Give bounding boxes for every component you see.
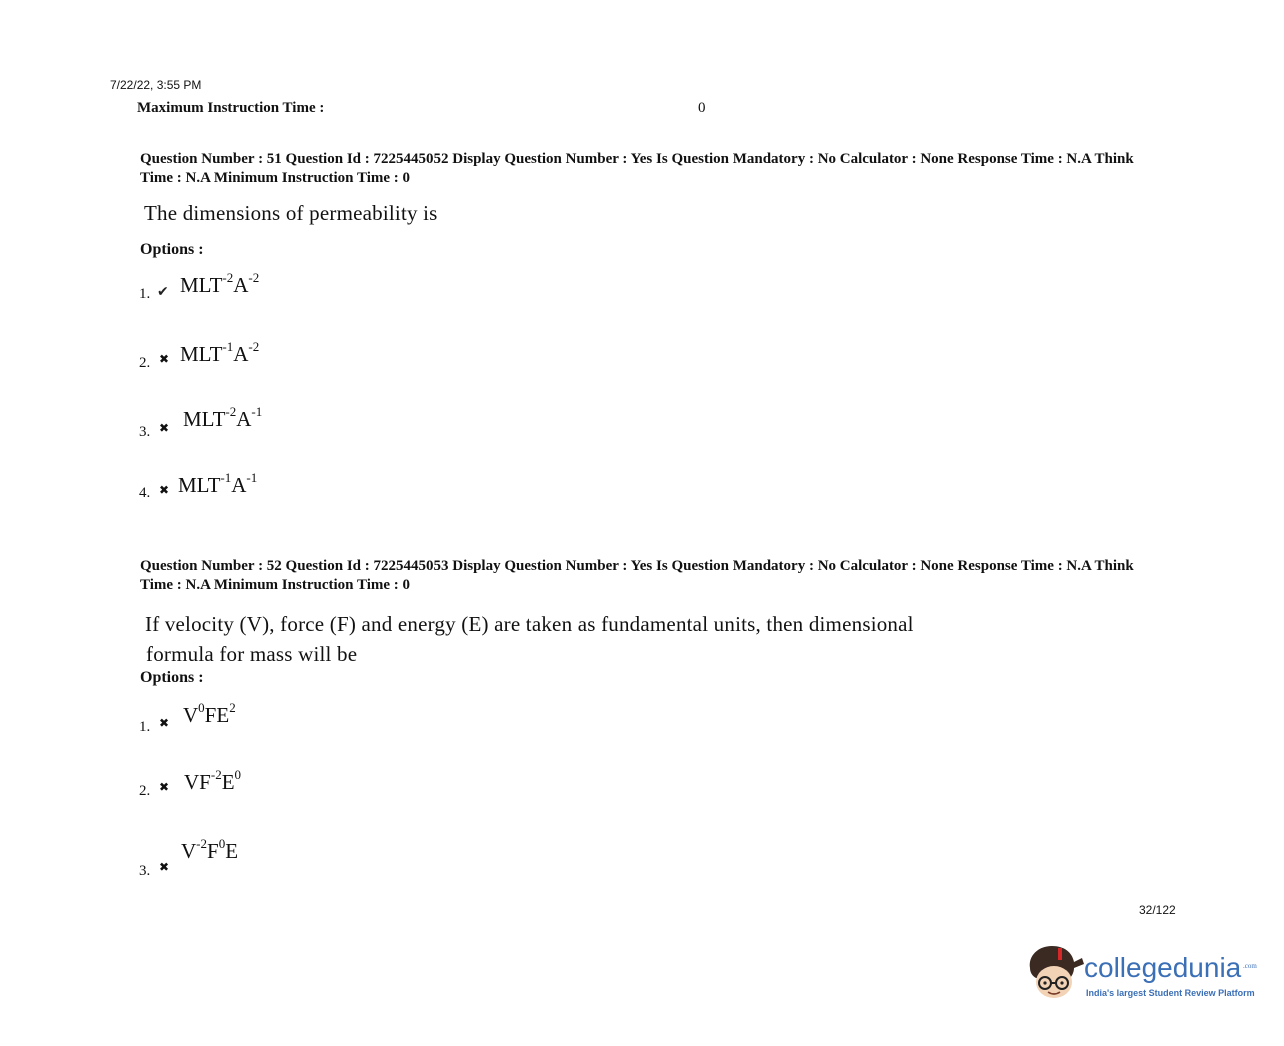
brand-tagline: India's largest Student Review Platform <box>1086 988 1255 998</box>
option-text: $MLT^{-1}A^{-2}$ <box>180 339 260 366</box>
option-text: $MLT^{-2}A^{-1}$ <box>183 404 263 431</box>
collegedunia-brand: collegedunia <box>1084 952 1242 983</box>
q51-options-label: Options : <box>140 241 204 258</box>
option-text: $V^0FE^2$ <box>183 700 236 727</box>
option-number: 3. <box>139 424 151 440</box>
option-number: 1. <box>139 286 151 302</box>
q51-meta: Question Number : 51 Question Id : 7225445052 Display Question Number : Yes Is Question Mandatory : No Calculator : None Response Time : N.A Think Time : N.A Minimum Instruction Time : 0 <box>140 151 1134 186</box>
option-number: 3. <box>139 863 151 879</box>
option-number: 4. <box>139 485 151 501</box>
print-timestamp: 7/22/22, 3:55 PM <box>110 78 202 92</box>
cross-icon: ✖ <box>159 780 170 794</box>
cross-icon: ✖ <box>159 421 170 435</box>
brand-suffix: .com <box>1243 962 1257 970</box>
check-icon: ✔ <box>157 284 169 300</box>
option-text: $VF^{-2}E^0$ <box>184 767 242 794</box>
option-number: 2. <box>139 355 151 371</box>
q52-options-label: Options : <box>140 669 204 686</box>
option-text: $MLT^{-2}A^{-2}$ <box>180 270 260 297</box>
collegedunia-mascot-icon <box>1024 938 1088 1008</box>
cross-icon: ✖ <box>159 716 170 730</box>
option-text: $V^{-2}F^0E$ <box>181 836 239 863</box>
cross-icon: ✖ <box>159 483 170 497</box>
q52-text-line1: If velocity (V), force (F) and energy (E) are taken as fundamental units, then dimensional <box>145 612 914 636</box>
cross-icon: ✖ <box>159 352 170 366</box>
page-number: 32/122 <box>1139 903 1176 917</box>
q52-text-line2: formula for mass will be <box>146 642 358 666</box>
q52-meta: Question Number : 52 Question Id : 7225445053 Display Question Number : Yes Is Question Mandatory : No Calculator : None Response Time : N.A Think Time : N.A Minimum Instruction Time : 0 <box>140 558 1134 593</box>
cross-icon: ✖ <box>159 860 170 874</box>
option-number: 1. <box>139 719 151 735</box>
max-instruction-label: Maximum Instruction Time : <box>137 100 325 116</box>
max-instruction-value: 0 <box>698 100 706 116</box>
q51-text: The dimensions of permeability is <box>144 201 438 225</box>
option-text: $MLT^{-1}A^{-1}$ <box>178 470 258 497</box>
option-number: 2. <box>139 783 151 799</box>
